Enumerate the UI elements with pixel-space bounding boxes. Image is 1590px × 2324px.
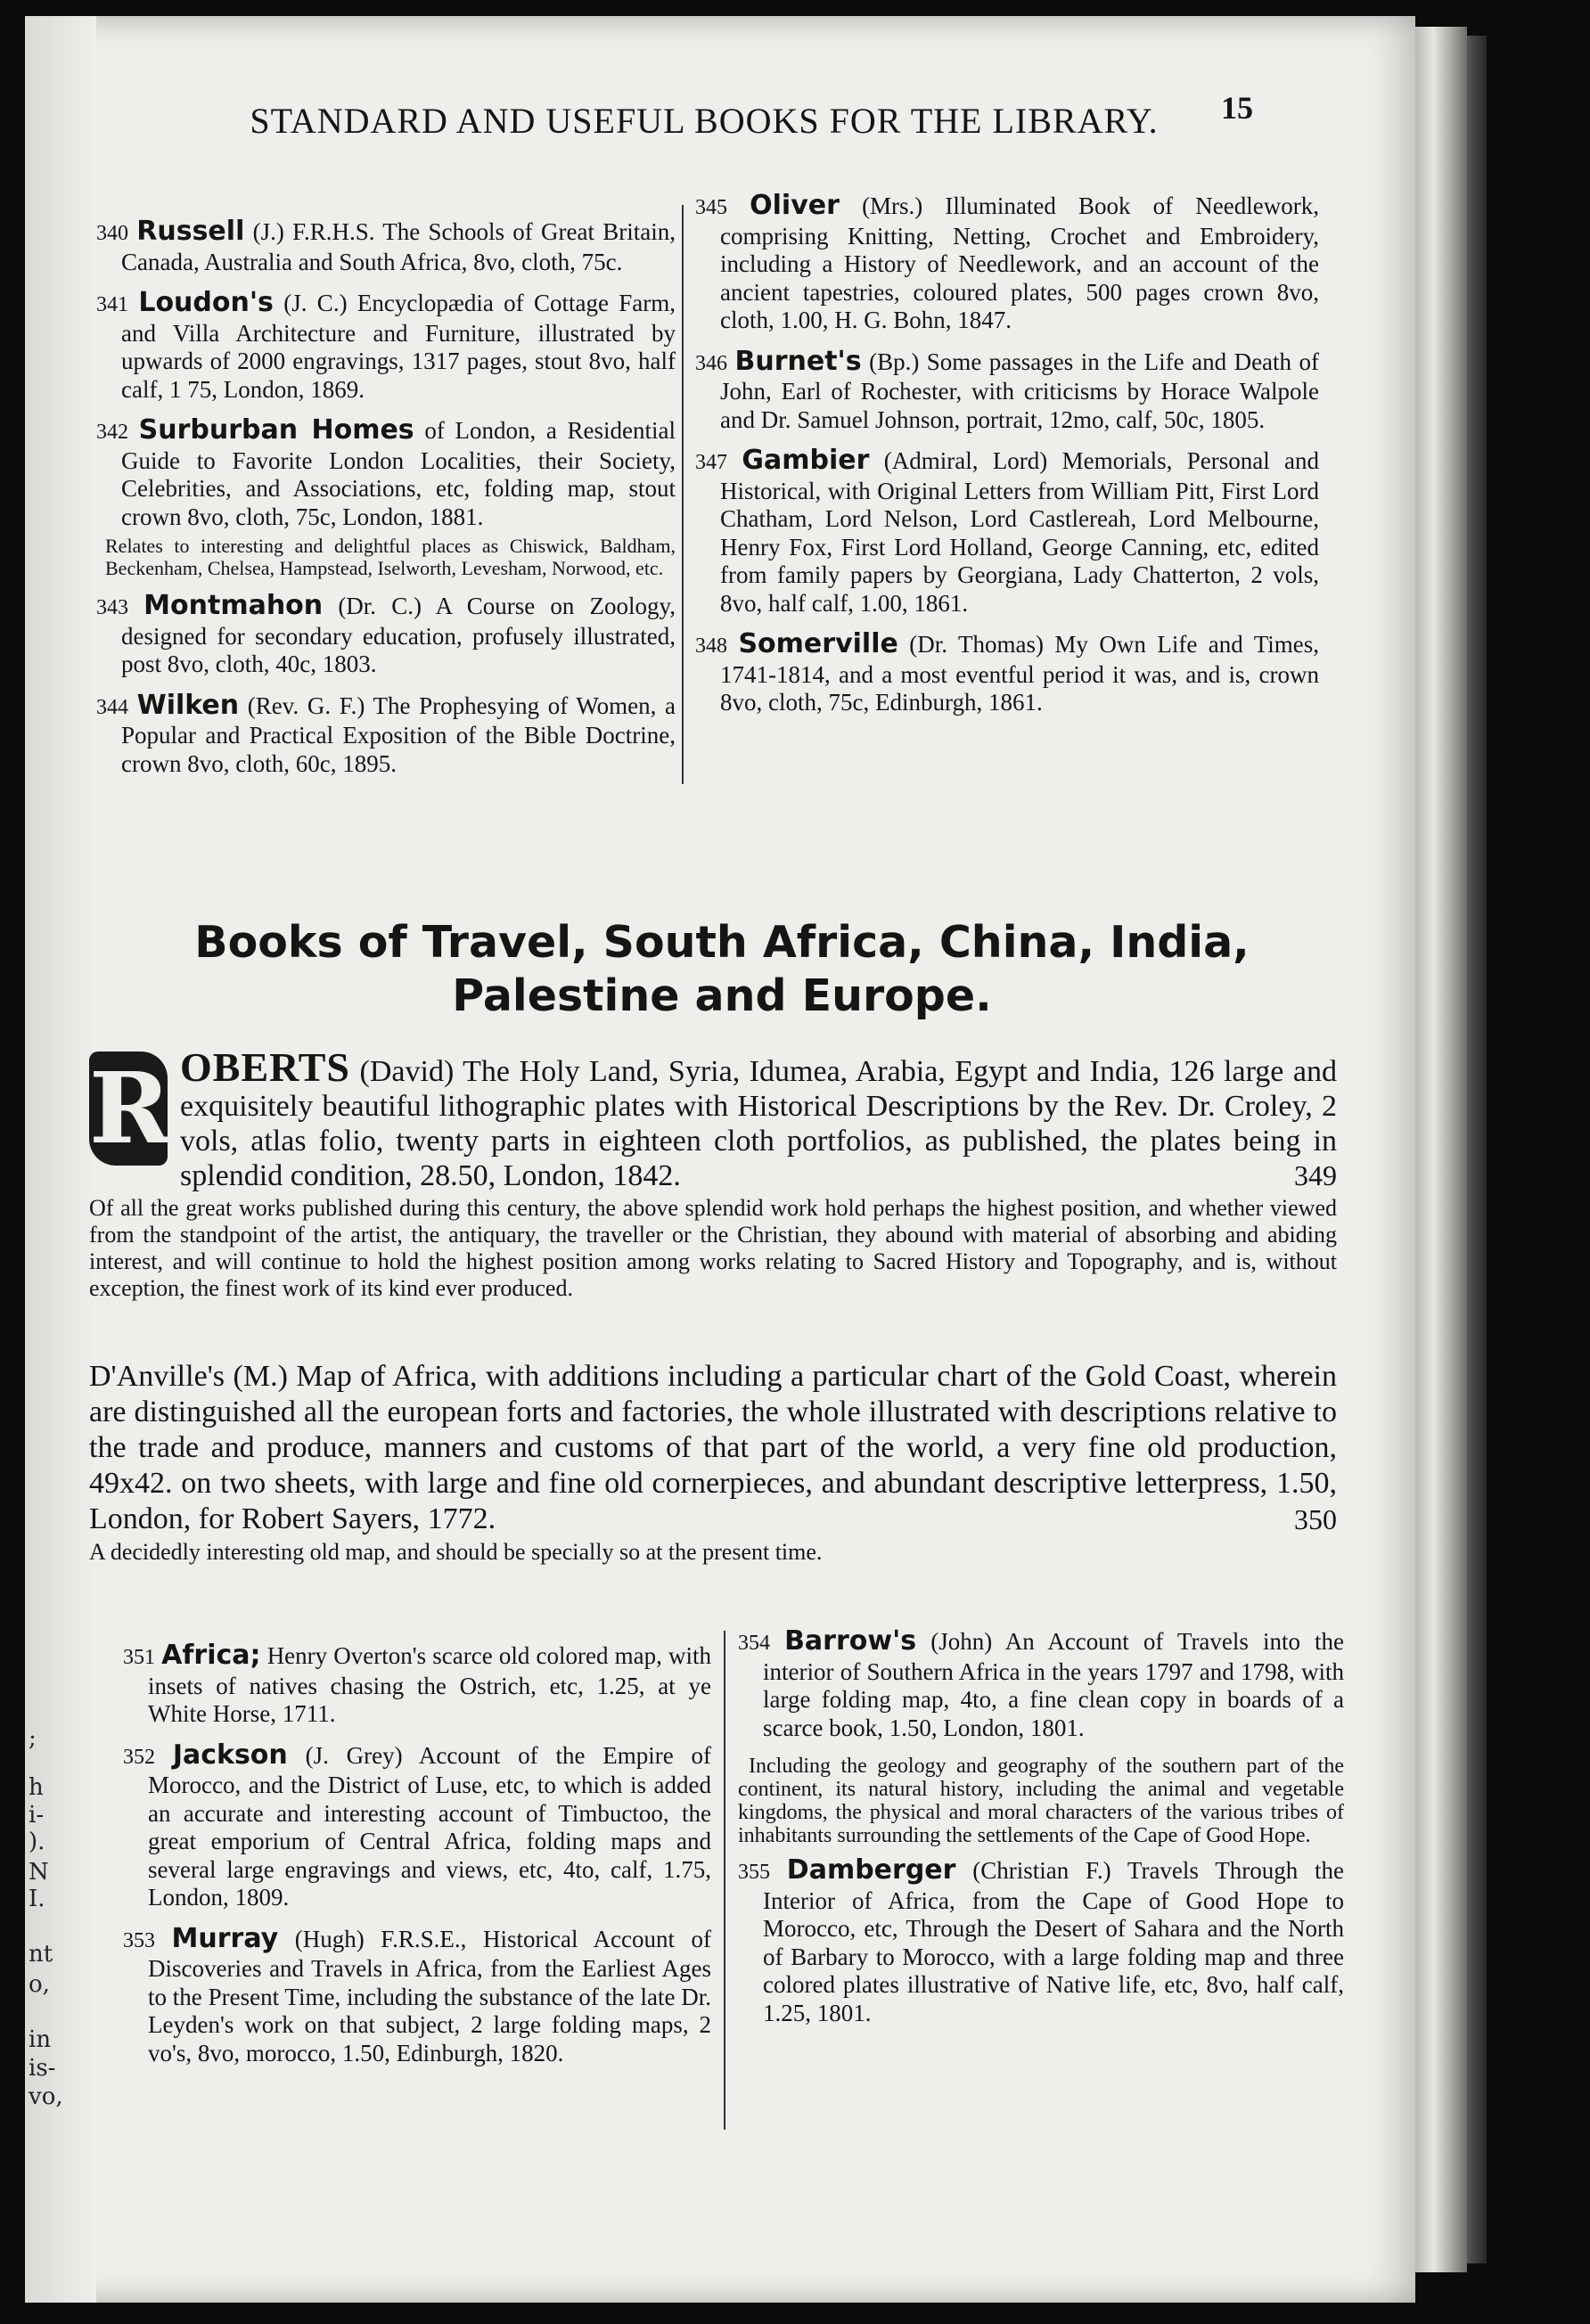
entry-text: D'Anville's (M.) Map of Africa, with additions including a particular chart of the Gold Coast, wherein are distinguished all the european forts and factories, the whole illustrated with descriptions relative to the trade and produce, manners and customs of that part of the world, a very fine old production, 49x42. on two sheets, with large and fine old cornerpieces, and abundant descriptive letterpress, 1.50, London, for Robert Sayers, 1772.	[89, 1360, 1337, 1535]
book-spine-shadow	[1467, 36, 1487, 2263]
decorative-dropcap: R	[89, 1051, 171, 1166]
catalog-entry: 353 Murray (Hugh) F.R.S.E., Historical Account of Discoveries and Travels in Africa, from the Earliest Ages to the Present Time, including the substance of the late Dr. Leyden's work on that subject, 2 large folding maps, 2 vo's, 8vo, morocco, 1.50, Edinburgh, 1820.	[123, 1922, 712, 2066]
lot-number: 349	[1294, 1159, 1337, 1191]
right-column-bottom	[738, 1627, 1344, 2040]
catalog-entry: 354 Barrow's (John) An Account of Travels into the interior of Southern Africa in the years 1797 and 1798, with large folding map, 4to, a fine clean copy in boards of a scarce book, 1.50, London, 1801.	[738, 1625, 1345, 1741]
left-column-top	[96, 217, 676, 790]
catalog-entry: 347 Gambier (Admiral, Lord) Memorials, Personal and Historical, with Original Letters from William Pitt, First Lord Chatham, Lord Nelson, Lord Castlereah, Lord Melbourne, Henry Fox, First Lord Holland, George Canning, etc, edited from family papers by Georgiana, Lady Chatterton, 2 vols, 8vo, half calf, 1.00, 1861.	[695, 445, 1320, 617]
danville-entry	[89, 1359, 1337, 1566]
gutter-fragment: I.	[29, 1886, 45, 1912]
gutter-fragment: ).	[29, 1829, 45, 1855]
gutter-fragment: h	[29, 1774, 44, 1801]
gutter-fragment: i-	[29, 1802, 45, 1829]
entry-heading: OBERTS	[180, 1044, 351, 1090]
right-column-top	[695, 192, 1319, 730]
catalog-entry: 351 Africa; Henry Overton's scarce old colored map, with insets of natives chasing the Ostrich, etc, 1.25, at ye White Horse, 1711.	[123, 1640, 712, 1727]
gutter-fragment: nt	[29, 1941, 53, 1968]
running-title: STANDARD AND USEFUL BOOKS FOR THE LIBRARY.	[250, 101, 1159, 141]
gutter-fragment: is-	[29, 2055, 56, 2082]
entry-text: (David) The Holy Land, Syria, Idumea, Arabia, Egypt and India, 126 large and exquisitely beautiful lithographic plates with Historical Descriptions by the Rev. Dr. Croley, 2 vols, atlas folio, twenty parts in eighteen cloth portfolios, as published, the plates being in splendid condition, 28.50, London, 1842.	[180, 1055, 1337, 1192]
catalog-entry: 342 Surburban Homes of London, a Residential Guide to Favorite London Localities, their Society, Celebrities, and Associations, etc, folding map, stout crown 8vo, cloth, 75c, London, 1881. Relates to interesting and delightful places as Chiswick, Baldham, Beckenham, Chelsea, Hampstead, Iselworth, Levesham, Norwood, etc.	[96, 414, 676, 579]
gutter-fragment: in	[29, 2026, 52, 2053]
section-title: Books of Travel, South Africa, China, India, Palestine and Europe.	[194, 917, 1250, 1021]
gutter-fragment: ;	[29, 1725, 37, 1752]
left-gutter	[25, 16, 96, 2303]
catalog-entry: 352 Jackson (J. Grey) Account of the Empire of Morocco, and the District of Luse, etc, to which is added an accurate and interesting account of Timbuctoo, the great emporium of Central Africa, folding maps and several large engravings and views, etc, 4to, calf, 1.75, London, 1809.	[123, 1739, 712, 1911]
catalog-entry: 345 Oliver (Mrs.) Illuminated Book of Needlework, comprising Knitting, Netting, Crochet and Embroidery, including a History of Needlework, and an account of the ancient tapestries, coloured plates, 500 pages crown 8vo, cloth, 1.00, H. G. Bohn, 1847.	[695, 190, 1320, 333]
left-column-bottom	[123, 1641, 711, 2080]
entry-description: A decidedly interesting old map, and should be specially so at the present time.	[89, 1539, 823, 1565]
page-edge	[1415, 27, 1467, 2272]
catalog-entry: 340 Russell (J.) F.R.H.S. The Schools of Great Britain, Canada, Australia and South Africa, 8vo, cloth, 75c.	[96, 216, 676, 275]
roberts-entry	[89, 1044, 1337, 1302]
catalog-entry: 346 Burnet's (Bp.) Some passages in the Life and Death of John, Earl of Rochester, with criticisms by Horace Walpole and Dr. Samuel Johnson, portrait, 12mo, calf, 50c, 1805.	[695, 345, 1320, 433]
entry-note: Relates to interesting and delightful places as Chiswick, Baldham, Beckenham, Chelsea, Hampstead, Iselworth, Levesham, Norwood, etc.	[105, 535, 676, 579]
column-divider	[724, 1631, 725, 2130]
gutter-fragment: vo,	[29, 2083, 63, 2110]
catalog-entry: 355 Damberger (Christian F.) Travels Through the Interior of Africa, from the Cape of Good Hope to Morocco, etc, Through the Desert of Sahara and the North of Barbary to Morocco, with a large folding map and three colored plates illustrative of Native life, etc, 8vo, half calf, 1.25, 1801.	[738, 1854, 1344, 2026]
entry-description: Of all the great works published during this century, the above splendid work hold perhaps the highest position, and whether viewed from the standpoint of the artist, the antiquary, the traveller or the Christian, they abound with material of absorbing and abiding interest, and will continue to hold the highest position among works relating to Sacred History and Topography, and is, without exception, the finest work of its kind ever produced.	[89, 1195, 1337, 1301]
catalog-entry: 341 Loudon's (J. C.) Encyclopædia of Cottage Farm, and Villa Architecture and Furniture, illustrated by upwards of 2000 engravings, 1317 pages, stout 8vo, half calf, 1 75, London, 1869.	[96, 287, 676, 403]
entry-note: Including the geology and geography of the southern part of the continent, its natural history, including the animal and vegetable kingdoms, the physical and moral characters of the various tribes of inhabitants surrounding the settlements of the Cape of Good Hope.	[738, 1755, 1344, 1847]
page-number: 15	[1221, 90, 1253, 126]
gutter-fragment: N	[29, 1859, 49, 1886]
lot-number: 350	[1294, 1503, 1337, 1535]
catalog-entry: 348 Somerville (Dr. Thomas) My Own Life and Times, 1741-1814, and a most eventful period it was, and is, crown 8vo, cloth, 75c, Edinburgh, 1861.	[695, 628, 1319, 716]
catalog-entry: 343 Montmahon (Dr. C.) A Course on Zoology, designed for secondary education, profusely illustrated, post 8vo, cloth, 40c, 1803.	[96, 590, 676, 677]
column-divider	[682, 205, 684, 784]
gutter-fragment: o,	[29, 1971, 50, 1998]
catalog-entry: 344 Wilken (Rev. G. F.) The Prophesying of Women, a Popular and Practical Exposition of the Bible Doctrine, crown 8vo, cloth, 60c, 1895.	[96, 689, 676, 777]
